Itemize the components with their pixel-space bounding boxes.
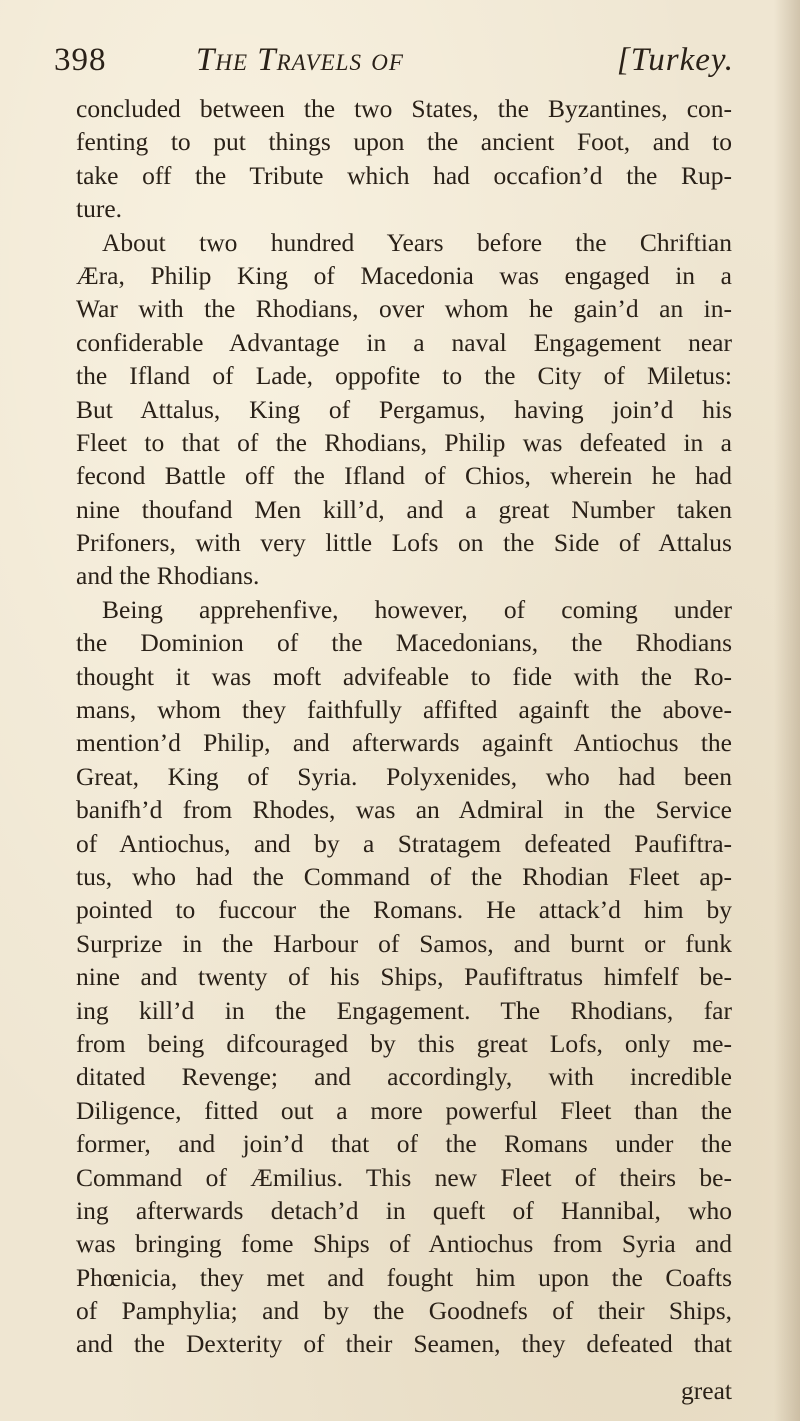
page-edge-shadow [774, 0, 800, 1421]
text-line: Prifoners, with very little Lofs on the Side of Attalus [76, 528, 732, 558]
text-line: mention’d Philip, and afterwards againft Antiochus the [76, 728, 732, 758]
text-line: Phœnicia, they met and fought him upon the Coafts [76, 1262, 732, 1292]
text-line: from being difcouraged by this great Lofs, only me- [76, 1028, 732, 1058]
text-line: concluded between the two States, the Byzantines, con- [76, 94, 732, 123]
text-line: Surprize in the Harbour of Samos, and burnt or funk [76, 928, 732, 958]
text-line: About two hundred Years before the Chriftian [102, 227, 732, 257]
text-line: and the Dexterity of their Seamen, they defeated that [76, 1329, 732, 1359]
text-line: thought it was moft advifeable to fide with the Ro- [76, 661, 732, 691]
text-line: nine and twenty of his Ships, Paufiftratus himfelf be- [76, 962, 732, 992]
text-line: confiderable Advantage in a naval Engagement near [76, 327, 732, 357]
text-line: Fleet to that of the Rhodians, Philip was defeated in a [76, 427, 732, 457]
text-line: the Dominion of the Macedonians, the Rhodians [76, 628, 732, 658]
text-line: former, and join’d that of the Romans under the [76, 1129, 732, 1159]
text-line: the Ifland of Lade, oppofite to the City of Miletus: [76, 361, 732, 391]
text-line: fenting to put things upon the ancient Foot, and to [76, 127, 732, 157]
running-header [54, 42, 734, 90]
text-line: Æra, Philip King of Macedonia was engaged in a [76, 260, 732, 290]
text-line: ing kill’d in the Engagement. The Rhodians, far [76, 995, 732, 1025]
text-line: and the Rhodians. [76, 561, 260, 591]
text-line: pointed to fuccour the Romans. He attack’d him by [76, 895, 732, 925]
text-line: Command of Æmilius. This new Fleet of theirs be- [76, 1162, 732, 1192]
body-text [76, 92, 732, 1361]
text-line: tus, who had the Command of the Rhodian Fleet ap- [76, 861, 732, 891]
page-number: 398 [54, 42, 107, 78]
text-line: ditated Revenge; and accordingly, with incredible [76, 1062, 732, 1092]
text-line: Diligence, fitted out a more powerful Fleet than the [76, 1095, 732, 1125]
running-title: The Travels of [196, 42, 404, 78]
text-line: banifh’d from Rhodes, was an Admiral in the Service [76, 795, 732, 825]
catchword: great [681, 1376, 732, 1405]
text-line: mans, whom they faithfully affifted againft the above- [76, 695, 732, 725]
text-line: fecond Battle off the Ifland of Chios, wherein he had [76, 461, 732, 491]
text-line: ture. [76, 194, 123, 224]
text-line: nine thoufand Men kill’d, and a great Number taken [76, 494, 732, 524]
text-line: Being apprehenfive, however, of coming under [102, 594, 732, 624]
text-line: was bringing fome Ships of Antiochus from Syria and [76, 1229, 732, 1259]
text-line: War with the Rhodians, over whom he gain’d an in- [76, 294, 732, 324]
text-line: ing afterwards detach’d in queft of Hannibal, who [76, 1195, 732, 1225]
text-line: of Antiochus, and by a Stratagem defeated Paufiftra- [76, 828, 732, 858]
running-section: [Turkey. [616, 42, 734, 78]
text-line: take off the Tribute which had occafion’d the Rup- [76, 160, 732, 190]
text-line: But Attalus, King of Pergamus, having join’d his [76, 394, 732, 424]
text-line: of Pamphylia; and by the Goodnefs of their Ships, [76, 1296, 732, 1326]
text-line: Great, King of Syria. Polyxenides, who had been [76, 761, 732, 791]
